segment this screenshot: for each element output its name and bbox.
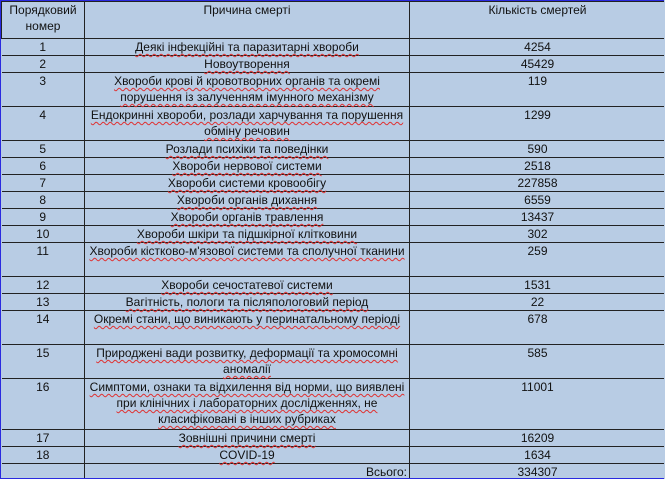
row-count: 585 bbox=[410, 345, 665, 379]
row-number: 17 bbox=[2, 430, 85, 447]
cause-text: Вагітність, пологи та післяпологовий період bbox=[125, 295, 369, 309]
row-number: 10 bbox=[2, 226, 85, 243]
deaths-table bbox=[1, 1, 664, 479]
table-row bbox=[2, 226, 665, 243]
row-count: 2518 bbox=[410, 158, 665, 175]
cause-text: Хвороби системи кровообігу bbox=[167, 176, 327, 190]
cause-text: Зовнішні причини смерті bbox=[178, 431, 316, 445]
row-number: 6 bbox=[2, 158, 85, 175]
cause-text: Деякі інфекційні та паразитарні хвороби bbox=[135, 40, 359, 54]
cause-text: Хвороби органів дихання bbox=[176, 193, 318, 207]
total-label: Всього: bbox=[85, 464, 410, 479]
cause-text: Новоутворення bbox=[204, 57, 290, 71]
table-row bbox=[2, 175, 665, 192]
row-cause bbox=[85, 73, 410, 107]
row-cause bbox=[85, 39, 410, 56]
row-cause bbox=[85, 209, 410, 226]
table-row bbox=[2, 39, 665, 56]
table-row bbox=[2, 141, 665, 158]
row-number: 2 bbox=[2, 56, 85, 73]
row-count: 259 bbox=[410, 243, 665, 277]
cause-text: Ендокринні хвороби, розлади харчування та порушення обміну речовин bbox=[90, 108, 404, 138]
row-number: 14 bbox=[2, 311, 85, 345]
row-count: 1634 bbox=[410, 447, 665, 464]
cause-text: COVID-19 bbox=[219, 448, 275, 462]
row-count: 11001 bbox=[410, 379, 665, 430]
row-number: 15 bbox=[2, 345, 85, 379]
row-number: 13 bbox=[2, 294, 85, 311]
row-number: 4 bbox=[2, 107, 85, 141]
row-number: 12 bbox=[2, 277, 85, 294]
table-row bbox=[2, 294, 665, 311]
cause-text: Хвороби сечостатевої системи bbox=[161, 278, 333, 292]
table-row bbox=[2, 192, 665, 209]
row-number: 11 bbox=[2, 243, 85, 277]
table-row bbox=[2, 345, 665, 379]
table-row bbox=[2, 209, 665, 226]
cause-text: Розлади психіки та поведінки bbox=[165, 142, 329, 156]
cause-text: Симптоми, ознаки та відхилення від норми, що виявлені при клінічних і лабораторних дослідженнях, не класифіковані в інших рубриках bbox=[89, 380, 405, 426]
header-cause: Причина смерті bbox=[85, 2, 410, 39]
table-row bbox=[2, 243, 665, 277]
row-cause bbox=[85, 175, 410, 192]
row-count: 6559 bbox=[410, 192, 665, 209]
row-count: 227858 bbox=[410, 175, 665, 192]
row-cause bbox=[85, 277, 410, 294]
total-empty-cell bbox=[2, 464, 85, 479]
row-count: 16209 bbox=[410, 430, 665, 447]
table-row bbox=[2, 158, 665, 175]
row-count: 1299 bbox=[410, 107, 665, 141]
row-count: 1531 bbox=[410, 277, 665, 294]
cause-text: Окремі стани, що виникають у перинатальному періоді bbox=[93, 312, 401, 326]
header-count: Кількість смертей bbox=[410, 2, 665, 39]
row-number: 18 bbox=[2, 447, 85, 464]
table-row bbox=[2, 311, 665, 345]
row-count: 678 bbox=[410, 311, 665, 345]
row-cause bbox=[85, 294, 410, 311]
cause-text: Хвороби кістково-м'язової системи та сполучної тканини bbox=[89, 244, 405, 258]
table-row bbox=[2, 277, 665, 294]
table-row bbox=[2, 447, 665, 464]
cause-text: Хвороби нервової системи bbox=[172, 159, 322, 173]
table-row bbox=[2, 430, 665, 447]
cause-text: Хвороби органів травлення bbox=[170, 210, 324, 224]
row-count: 4254 bbox=[410, 39, 665, 56]
row-cause bbox=[85, 56, 410, 73]
cause-text: Хвороби шкіри та підшкірної клітковини bbox=[136, 227, 358, 241]
table-row bbox=[2, 379, 665, 430]
row-cause bbox=[85, 226, 410, 243]
cause-text: Хвороби крові й кровотворних органів та окремі порушення із залученням імунного механізму bbox=[114, 74, 380, 104]
total-row bbox=[2, 464, 665, 479]
row-count: 590 bbox=[410, 141, 665, 158]
row-number: 9 bbox=[2, 209, 85, 226]
row-number: 7 bbox=[2, 175, 85, 192]
row-count: 22 bbox=[410, 294, 665, 311]
row-cause bbox=[85, 379, 410, 430]
table-row bbox=[2, 107, 665, 141]
row-number: 16 bbox=[2, 379, 85, 430]
row-count: 13437 bbox=[410, 209, 665, 226]
row-count: 45429 bbox=[410, 56, 665, 73]
table-row bbox=[2, 56, 665, 73]
row-number: 1 bbox=[2, 39, 85, 56]
row-cause bbox=[85, 311, 410, 345]
row-cause bbox=[85, 192, 410, 209]
row-cause bbox=[85, 141, 410, 158]
table-row bbox=[2, 73, 665, 107]
row-cause bbox=[85, 430, 410, 447]
row-cause bbox=[85, 158, 410, 175]
row-cause bbox=[85, 345, 410, 379]
total-count: 334307 bbox=[410, 464, 665, 479]
row-cause bbox=[85, 107, 410, 141]
row-cause bbox=[85, 243, 410, 277]
header-row bbox=[2, 2, 665, 39]
row-number: 3 bbox=[2, 73, 85, 107]
row-cause bbox=[85, 447, 410, 464]
row-count: 302 bbox=[410, 226, 665, 243]
header-number: Порядковий номер bbox=[2, 2, 85, 39]
row-count: 119 bbox=[410, 73, 665, 107]
row-number: 8 bbox=[2, 192, 85, 209]
cause-text: Природжені вади розвитку, деформації та хромосомні аномалії bbox=[96, 346, 398, 376]
row-number: 5 bbox=[2, 141, 85, 158]
